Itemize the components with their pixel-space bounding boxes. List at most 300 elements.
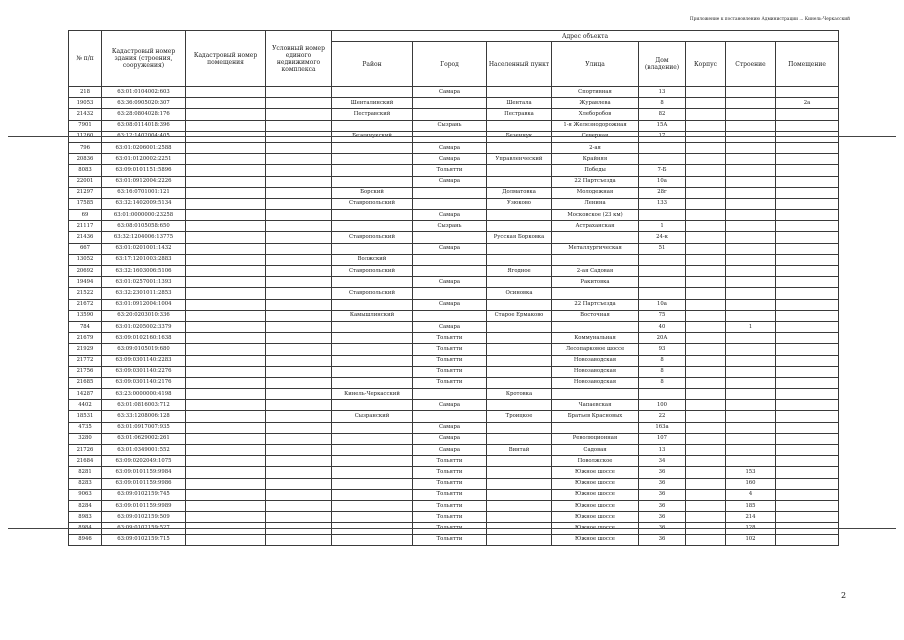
cell-korpus bbox=[686, 154, 726, 165]
cell-cadastral-building: 63:01:0912004:2226 bbox=[102, 176, 186, 187]
cell-city: Самара bbox=[413, 176, 487, 187]
table-row bbox=[69, 120, 839, 131]
cell-city bbox=[413, 266, 487, 277]
cell-conditional-number bbox=[266, 489, 332, 500]
table-row bbox=[69, 377, 839, 388]
cell-building bbox=[726, 389, 776, 400]
cell-house: 8 bbox=[639, 98, 686, 109]
cell-cadastral-building: 63:32:1603006:5106 bbox=[102, 266, 186, 277]
cell-building bbox=[726, 344, 776, 355]
cell-building bbox=[726, 154, 776, 165]
cell-cadastral-room bbox=[186, 310, 266, 321]
cell-korpus bbox=[686, 243, 726, 254]
header-address-group: Адрес объекта bbox=[332, 31, 839, 42]
cell-room bbox=[776, 187, 839, 198]
cell-building bbox=[726, 299, 776, 310]
cell-room bbox=[776, 198, 839, 209]
table-row bbox=[69, 299, 839, 310]
cell-street: Лесопарковое шоссе bbox=[552, 344, 639, 355]
cell-conditional-number bbox=[266, 310, 332, 321]
header-num: № п/п bbox=[69, 31, 102, 87]
cell-conditional-number bbox=[266, 433, 332, 444]
table-row bbox=[69, 355, 839, 366]
cell-district bbox=[332, 512, 413, 523]
cell-conditional-number bbox=[266, 120, 332, 131]
cell-district: Ставропольский bbox=[332, 232, 413, 243]
cell-cadastral-building: 63:36:0905020:307 bbox=[102, 98, 186, 109]
cell-korpus bbox=[686, 366, 726, 377]
cell-cadastral-building: 63:08:0114018:396 bbox=[102, 120, 186, 131]
cell-house: 107 bbox=[639, 433, 686, 444]
cell-settlement bbox=[487, 512, 552, 523]
cell-settlement bbox=[487, 333, 552, 344]
cell-cadastral-room bbox=[186, 176, 266, 187]
cell-building bbox=[726, 433, 776, 444]
cell-building bbox=[726, 456, 776, 467]
cell-building bbox=[726, 377, 776, 388]
cell-num: 19053 bbox=[69, 98, 102, 109]
cell-street: Южное шоссе bbox=[552, 500, 639, 511]
table-row bbox=[69, 534, 839, 545]
cell-settlement: Узюково bbox=[487, 198, 552, 209]
cell-num: 9063 bbox=[69, 489, 102, 500]
cell-settlement bbox=[487, 433, 552, 444]
cell-building: 128 bbox=[726, 523, 776, 534]
cell-street: Южное шоссе bbox=[552, 478, 639, 489]
header-room: Помещение bbox=[776, 42, 839, 87]
cell-district: Пестравский bbox=[332, 109, 413, 120]
cell-city: Тольятти bbox=[413, 456, 487, 467]
cell-conditional-number bbox=[266, 288, 332, 299]
cell-cadastral-room bbox=[186, 467, 266, 478]
cell-cadastral-room bbox=[186, 411, 266, 422]
cell-house: 8 bbox=[639, 366, 686, 377]
cell-cadastral-room bbox=[186, 165, 266, 176]
table-row bbox=[69, 389, 839, 400]
cell-cadastral-building: 63:09:0102159:527 bbox=[102, 523, 186, 534]
cell-num: 20836 bbox=[69, 154, 102, 165]
cell-num: 4402 bbox=[69, 400, 102, 411]
cell-district bbox=[332, 165, 413, 176]
cell-num: 21726 bbox=[69, 445, 102, 456]
cell-settlement bbox=[487, 299, 552, 310]
cell-cadastral-room bbox=[186, 232, 266, 243]
cell-city: Сызрань bbox=[413, 221, 487, 232]
cell-cadastral-room bbox=[186, 87, 266, 98]
cell-house: 36 bbox=[639, 489, 686, 500]
cell-street: Коммунальная bbox=[552, 333, 639, 344]
cell-cadastral-room bbox=[186, 377, 266, 388]
cell-conditional-number bbox=[266, 411, 332, 422]
cell-num: 7901 bbox=[69, 120, 102, 131]
cell-street: Новозаводская bbox=[552, 355, 639, 366]
cell-cadastral-building: 63:09:0301140:2283 bbox=[102, 355, 186, 366]
cell-building bbox=[726, 333, 776, 344]
cell-street: Революционная bbox=[552, 433, 639, 444]
cell-city: Самара bbox=[413, 445, 487, 456]
cell-cadastral-building: 63:01:0000000:23258 bbox=[102, 210, 186, 221]
cell-conditional-number bbox=[266, 299, 332, 310]
cell-cadastral-room bbox=[186, 534, 266, 545]
cell-num: 20692 bbox=[69, 266, 102, 277]
cell-district: Камышлинский bbox=[332, 310, 413, 321]
cell-settlement bbox=[487, 467, 552, 478]
header-settlement: Населенный пункт bbox=[487, 42, 552, 87]
cell-street: Южное шоссе bbox=[552, 523, 639, 534]
cell-cadastral-room bbox=[186, 321, 266, 332]
cell-district bbox=[332, 445, 413, 456]
cell-house: 28г bbox=[639, 187, 686, 198]
cell-cadastral-building: 63:32:1204006:13775 bbox=[102, 232, 186, 243]
cell-room bbox=[776, 355, 839, 366]
cell-city bbox=[413, 98, 487, 109]
cell-num: 3280 bbox=[69, 433, 102, 444]
cell-house: 133 bbox=[639, 198, 686, 209]
cell-num: 14287 bbox=[69, 389, 102, 400]
cell-city: Тольятти bbox=[413, 355, 487, 366]
cell-cadastral-building: 63:09:0102159:745 bbox=[102, 489, 186, 500]
cell-city: Самара bbox=[413, 277, 487, 288]
cell-room bbox=[776, 534, 839, 545]
header-house: Дом (владение) bbox=[639, 42, 686, 87]
cell-city: Самара bbox=[413, 154, 487, 165]
cell-room bbox=[776, 344, 839, 355]
cell-house: 163а bbox=[639, 422, 686, 433]
cell-cadastral-building: 63:12:1402004:405 bbox=[102, 131, 186, 142]
cell-city: Самара bbox=[413, 142, 487, 153]
cell-cadastral-room bbox=[186, 478, 266, 489]
cell-num: 18531 bbox=[69, 411, 102, 422]
cell-settlement bbox=[487, 377, 552, 388]
cell-korpus bbox=[686, 355, 726, 366]
cell-conditional-number bbox=[266, 366, 332, 377]
cell-house: 22 bbox=[639, 411, 686, 422]
cell-conditional-number bbox=[266, 344, 332, 355]
cell-conditional-number bbox=[266, 456, 332, 467]
cell-conditional-number bbox=[266, 422, 332, 433]
cell-room bbox=[776, 333, 839, 344]
table-row bbox=[69, 176, 839, 187]
cell-house: 13 bbox=[639, 87, 686, 98]
cell-city: Тольятти bbox=[413, 467, 487, 478]
cell-conditional-number bbox=[266, 165, 332, 176]
cell-room bbox=[776, 366, 839, 377]
cell-settlement bbox=[487, 366, 552, 377]
cell-settlement: Шентала bbox=[487, 98, 552, 109]
cell-district bbox=[332, 456, 413, 467]
cell-cadastral-room bbox=[186, 400, 266, 411]
cell-num: 13590 bbox=[69, 310, 102, 321]
cell-house: 15А bbox=[639, 120, 686, 131]
cell-city bbox=[413, 109, 487, 120]
cell-cadastral-building: 63:01:0104002:603 bbox=[102, 87, 186, 98]
cell-conditional-number bbox=[266, 109, 332, 120]
cell-house: 36 bbox=[639, 534, 686, 545]
cell-korpus bbox=[686, 389, 726, 400]
cell-house: 17 bbox=[639, 131, 686, 142]
cell-cadastral-building: 63:08:0105058:650 bbox=[102, 221, 186, 232]
cell-cadastral-room bbox=[186, 422, 266, 433]
table-row bbox=[69, 433, 839, 444]
cell-city bbox=[413, 411, 487, 422]
cell-street: Московское (23 км) bbox=[552, 210, 639, 221]
cell-korpus bbox=[686, 254, 726, 265]
cell-room bbox=[776, 478, 839, 489]
cell-room bbox=[776, 120, 839, 131]
cell-district bbox=[332, 478, 413, 489]
cell-num: 21756 bbox=[69, 366, 102, 377]
table-row bbox=[69, 445, 839, 456]
cell-street bbox=[552, 422, 639, 433]
table-row bbox=[69, 288, 839, 299]
cell-settlement: Пестравка bbox=[487, 109, 552, 120]
cell-settlement: Троицкое bbox=[487, 411, 552, 422]
cell-building: 153 bbox=[726, 467, 776, 478]
cell-district bbox=[332, 400, 413, 411]
cell-cadastral-room bbox=[186, 489, 266, 500]
cell-street bbox=[552, 232, 639, 243]
cell-settlement bbox=[487, 500, 552, 511]
cell-street: Южное шоссе bbox=[552, 534, 639, 545]
cell-room bbox=[776, 109, 839, 120]
cell-num: 19494 bbox=[69, 277, 102, 288]
cell-city: Самара bbox=[413, 433, 487, 444]
cell-num: 21297 bbox=[69, 187, 102, 198]
cell-settlement bbox=[487, 176, 552, 187]
cell-building bbox=[726, 400, 776, 411]
cell-conditional-number bbox=[266, 142, 332, 153]
cell-settlement bbox=[487, 210, 552, 221]
cell-district bbox=[332, 433, 413, 444]
cell-korpus bbox=[686, 98, 726, 109]
cell-district bbox=[332, 210, 413, 221]
cell-korpus bbox=[686, 411, 726, 422]
cell-cadastral-room bbox=[186, 288, 266, 299]
cell-num: 8984 bbox=[69, 523, 102, 534]
cell-cadastral-room bbox=[186, 355, 266, 366]
cell-cadastral-room bbox=[186, 198, 266, 209]
cell-street: Хлеборобов bbox=[552, 109, 639, 120]
table-row bbox=[69, 467, 839, 478]
cell-room bbox=[776, 254, 839, 265]
cell-building bbox=[726, 366, 776, 377]
cell-district bbox=[332, 243, 413, 254]
cell-building bbox=[726, 254, 776, 265]
cell-cadastral-building: 63:09:0101159:9984 bbox=[102, 467, 186, 478]
cell-district: Ставропольский bbox=[332, 198, 413, 209]
cell-num: 8283 bbox=[69, 478, 102, 489]
cell-korpus bbox=[686, 333, 726, 344]
cell-settlement bbox=[487, 221, 552, 232]
cell-building: 4 bbox=[726, 489, 776, 500]
cell-street bbox=[552, 389, 639, 400]
cell-conditional-number bbox=[266, 400, 332, 411]
cell-cadastral-room bbox=[186, 389, 266, 400]
cell-street: 22 Партсъезда bbox=[552, 299, 639, 310]
cell-street: Южное шоссе bbox=[552, 512, 639, 523]
cell-street: Южное шоссе bbox=[552, 467, 639, 478]
cell-conditional-number bbox=[266, 277, 332, 288]
cell-cadastral-building: 63:01:0201001:1432 bbox=[102, 243, 186, 254]
cell-building bbox=[726, 165, 776, 176]
cell-district bbox=[332, 221, 413, 232]
cell-district bbox=[332, 142, 413, 153]
cell-cadastral-room bbox=[186, 187, 266, 198]
cell-cadastral-building: 63:09:0101159:9986 bbox=[102, 478, 186, 489]
cell-korpus bbox=[686, 142, 726, 153]
cell-num: 22001 bbox=[69, 176, 102, 187]
cell-district bbox=[332, 321, 413, 332]
cell-settlement: Долматовка bbox=[487, 187, 552, 198]
cell-room bbox=[776, 210, 839, 221]
cell-korpus bbox=[686, 422, 726, 433]
cell-korpus bbox=[686, 187, 726, 198]
cell-building bbox=[726, 277, 776, 288]
cell-building bbox=[726, 142, 776, 153]
table-row bbox=[69, 221, 839, 232]
cell-cadastral-building: 63:09:0202049:1075 bbox=[102, 456, 186, 467]
cell-house: 10а bbox=[639, 299, 686, 310]
cell-street: Победы bbox=[552, 165, 639, 176]
cell-house bbox=[639, 142, 686, 153]
cell-building bbox=[726, 232, 776, 243]
cell-house: 93 bbox=[639, 344, 686, 355]
cell-num: 21772 bbox=[69, 355, 102, 366]
cell-house: 36 bbox=[639, 478, 686, 489]
cell-district bbox=[332, 366, 413, 377]
cell-street: 2-ая Садовая bbox=[552, 266, 639, 277]
cell-conditional-number bbox=[266, 389, 332, 400]
cell-korpus bbox=[686, 232, 726, 243]
cell-settlement bbox=[487, 254, 552, 265]
cell-conditional-number bbox=[266, 377, 332, 388]
cell-conditional-number bbox=[266, 232, 332, 243]
cell-district bbox=[332, 467, 413, 478]
cell-settlement bbox=[487, 355, 552, 366]
cell-cadastral-building: 63:09:0102159:509 bbox=[102, 512, 186, 523]
cell-building: 102 bbox=[726, 534, 776, 545]
cell-district: Шенталинский bbox=[332, 98, 413, 109]
cell-settlement bbox=[487, 321, 552, 332]
cell-cadastral-room bbox=[186, 433, 266, 444]
cell-district bbox=[332, 355, 413, 366]
cell-city bbox=[413, 288, 487, 299]
cell-cadastral-building: 63:09:0101159:9989 bbox=[102, 500, 186, 511]
cell-cadastral-room bbox=[186, 120, 266, 131]
table-row bbox=[69, 109, 839, 120]
cell-room bbox=[776, 176, 839, 187]
cell-street: Спортивная bbox=[552, 87, 639, 98]
cell-cadastral-building: 63:01:0206001:2588 bbox=[102, 142, 186, 153]
cell-city: Самара bbox=[413, 243, 487, 254]
cell-room bbox=[776, 243, 839, 254]
cell-conditional-number bbox=[266, 98, 332, 109]
cell-num: 784 bbox=[69, 321, 102, 332]
cell-street: Чапаевская bbox=[552, 400, 639, 411]
cell-city: Тольятти bbox=[413, 534, 487, 545]
cell-room bbox=[776, 445, 839, 456]
cell-cadastral-room bbox=[186, 456, 266, 467]
cell-district bbox=[332, 500, 413, 511]
cell-room bbox=[776, 288, 839, 299]
cell-cadastral-room bbox=[186, 109, 266, 120]
cell-settlement: Кротовка bbox=[487, 389, 552, 400]
cell-room bbox=[776, 389, 839, 400]
header-district: Район bbox=[332, 42, 413, 87]
cell-num: 69 bbox=[69, 210, 102, 221]
cell-cadastral-building: 63:01:0816003:712 bbox=[102, 400, 186, 411]
cell-room bbox=[776, 456, 839, 467]
cell-district bbox=[332, 154, 413, 165]
cell-conditional-number bbox=[266, 176, 332, 187]
cell-num: 17585 bbox=[69, 198, 102, 209]
cell-korpus bbox=[686, 109, 726, 120]
cell-room bbox=[776, 87, 839, 98]
cell-building bbox=[726, 176, 776, 187]
cell-city bbox=[413, 187, 487, 198]
cell-korpus bbox=[686, 445, 726, 456]
cell-num: 21684 bbox=[69, 456, 102, 467]
cell-room bbox=[776, 400, 839, 411]
cell-cadastral-room bbox=[186, 210, 266, 221]
cell-building bbox=[726, 243, 776, 254]
cell-city: Самара bbox=[413, 400, 487, 411]
cell-street bbox=[552, 254, 639, 265]
cell-conditional-number bbox=[266, 187, 332, 198]
page-note: Приложение к постановлению Администрации ... Кинель-Черкасский bbox=[689, 17, 850, 22]
cell-house: 8 bbox=[639, 377, 686, 388]
cell-building bbox=[726, 445, 776, 456]
cell-cadastral-building: 63:20:0203010:336 bbox=[102, 310, 186, 321]
cell-house: 36 bbox=[639, 512, 686, 523]
cell-korpus bbox=[686, 321, 726, 332]
cell-city: Тольятти bbox=[413, 366, 487, 377]
cell-cadastral-room bbox=[186, 299, 266, 310]
cell-cadastral-room bbox=[186, 266, 266, 277]
cell-district bbox=[332, 299, 413, 310]
table-row bbox=[69, 277, 839, 288]
cell-district bbox=[332, 333, 413, 344]
cell-korpus bbox=[686, 221, 726, 232]
cell-building bbox=[726, 187, 776, 198]
cell-district bbox=[332, 534, 413, 545]
cell-conditional-number bbox=[266, 534, 332, 545]
cell-city bbox=[413, 254, 487, 265]
cell-settlement: Старое Ермаково bbox=[487, 310, 552, 321]
cell-cadastral-building: 63:01:0629002:261 bbox=[102, 433, 186, 444]
cell-cadastral-building: 63:09:0101151:5896 bbox=[102, 165, 186, 176]
cell-street bbox=[552, 321, 639, 332]
cell-city: Тольятти bbox=[413, 512, 487, 523]
cell-settlement bbox=[487, 422, 552, 433]
cell-room bbox=[776, 467, 839, 478]
cell-conditional-number bbox=[266, 321, 332, 332]
table-row bbox=[69, 344, 839, 355]
page-number: 2 bbox=[841, 591, 847, 600]
cell-street: Новозаводская bbox=[552, 366, 639, 377]
cell-settlement bbox=[487, 489, 552, 500]
cell-num: 13052 bbox=[69, 254, 102, 265]
cell-house: 10а bbox=[639, 176, 686, 187]
cell-building bbox=[726, 109, 776, 120]
cell-building bbox=[726, 198, 776, 209]
cell-num: 21929 bbox=[69, 344, 102, 355]
cell-city: Тольятти bbox=[413, 500, 487, 511]
cell-cadastral-room bbox=[186, 221, 266, 232]
cell-settlement: Осиновка bbox=[487, 288, 552, 299]
cell-cadastral-building: 63:23:0000000:4198 bbox=[102, 389, 186, 400]
cell-district: Борский bbox=[332, 187, 413, 198]
